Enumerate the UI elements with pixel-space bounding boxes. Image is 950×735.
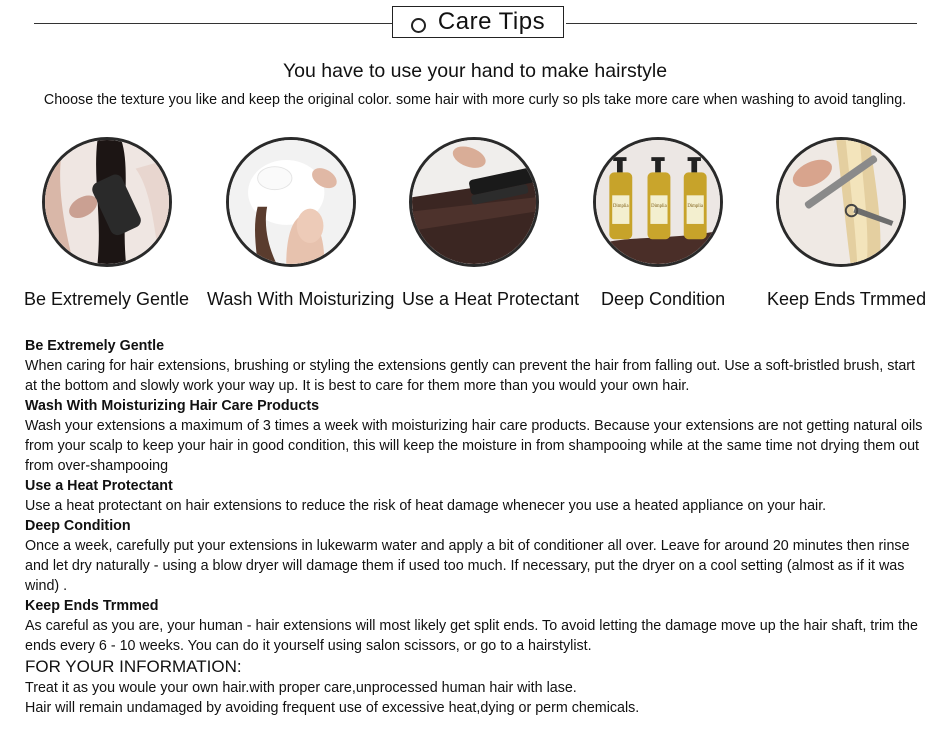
circle-bullet-icon [411, 18, 426, 33]
svg-text:Dimplia: Dimplia [687, 203, 703, 209]
caption-be-extremely-gentle: Be Extremely Gentle [24, 289, 190, 309]
caption-keep-ends-trimmed: Keep Ends Trmmed [767, 289, 927, 309]
caption-use-a-heat-protectant: Use a Heat Protectant [402, 289, 580, 309]
section-heading: Deep Condition [25, 518, 131, 534]
care-instructions [25, 336, 930, 718]
svg-text:Dimplia: Dimplia [613, 203, 629, 209]
section-heading: Be Extremely Gentle [25, 338, 165, 354]
trimming-ends-icon [776, 137, 906, 267]
flat-iron-icon [409, 137, 539, 267]
fyi-line: Treat it as you woule your own hair.with proper care,unprocessed human hair with lase. [25, 680, 577, 696]
section-text: When caring for hair extensions, brushing or styling the extensions gently can prevent the hair from falling out. Use a soft-bristled brush, start at the bottom and slowly work your way up. It is best to care for them more than you would your own hair. [25, 358, 916, 394]
intro-text: Choose the texture you like and keep the original color. some hair with more curly so pls take more care when washing to avoid tangling. [43, 92, 907, 108]
subtitle: You have to use your hand to make hairstyle [282, 60, 668, 82]
fyi-line: Hair will remain undamaged by avoiding frequent use of excessive heat,dying or perm chemicals. [25, 700, 640, 716]
page-title: Care Tips [437, 8, 546, 35]
section-heading: Wash With Moisturizing Hair Care Products [25, 398, 320, 414]
section-heading: Keep Ends Trmmed [25, 598, 159, 614]
header-rule-left [34, 23, 392, 24]
conditioner-bottles-icon [593, 137, 723, 267]
brushing-hair-icon [42, 137, 172, 267]
section-heading: Use a Heat Protectant [25, 478, 173, 494]
section-text: Once a week, carefully put your extensions in lukewarm water and apply a bit of conditioner all over. Leave for around 20 minutes then rinse and let dry naturally - using a blow dryer will damage them if used too much. If necessary, put the dryer on a cool setting (almost as if it was wind) . [25, 538, 910, 594]
section-text: Use a heat protectant on hair extensions to reduce the risk of heat damage whenecer you use a heated appliance on your hair. [25, 498, 827, 514]
fyi-heading: FOR YOUR INFORMATION: [25, 657, 242, 676]
section-text: As careful as you are, your human - hair extensions will most likely get split ends. To avoid letting the damage move up the hair shaft, trim the ends every 6 - 10 weeks. You can do it yourself using salon scissors, or go to a hairstylist. [25, 618, 918, 654]
svg-text:Dimplia: Dimplia [651, 203, 667, 209]
header-rule-right [566, 23, 917, 24]
caption-wash-with-moisturizing: Wash With Moisturizing [207, 289, 395, 309]
section-text: Wash your extensions a maximum of 3 times a week with moisturizing hair care products. Because your extensions are not getting natural oils from your scalp to keep your hair in good condition, this will keep the moisture in from shampooing while at the same time not drying them out from over-shampooing [25, 418, 923, 474]
care-tips-title-box [392, 6, 564, 38]
caption-deep-condition: Deep Condition [601, 289, 726, 309]
shampooing-icon [226, 137, 356, 267]
